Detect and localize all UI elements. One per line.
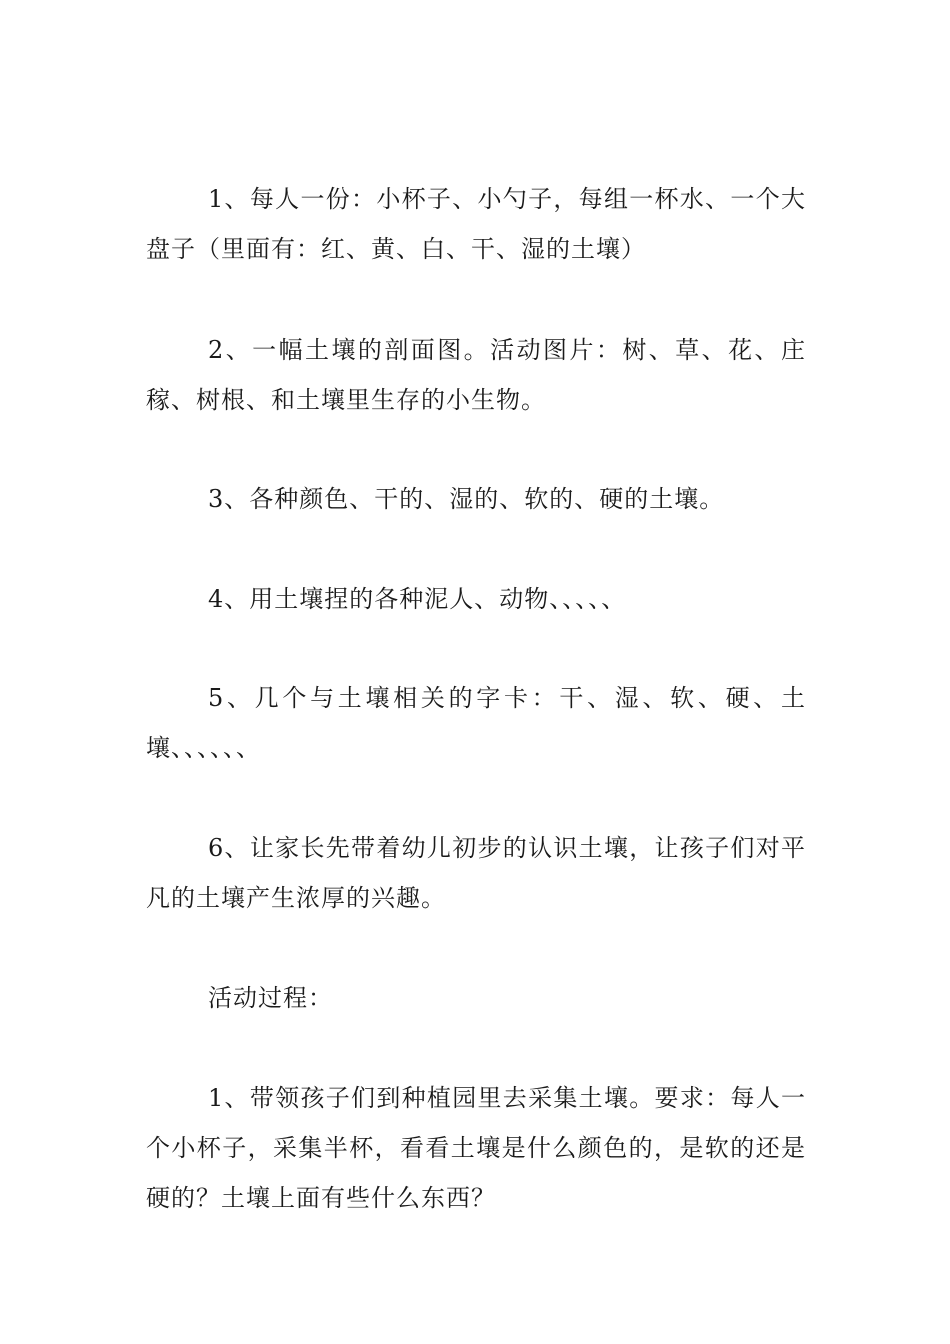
- materials-item-5: 5、几个与土壤相关的字卡：干、湿、软、硬、土壤、、、、、、: [146, 684, 806, 762]
- section-heading-activity-process: 活动过程：: [208, 984, 333, 1012]
- process-step-1: 1、带领孩子们到种植园里去采集土壤。要求：每人一个小杯子，采集半杯，看看土壤是什么颜色的，是软的还是硬的？土壤上面有些什么东西？: [146, 1084, 806, 1212]
- materials-item-1: 1、每人一份：小杯子、小勺子，每组一杯水、一个大盘子（里面有：红、黄、白、干、湿的土壤）: [146, 185, 806, 263]
- materials-item-6: 6、让家长先带着幼儿初步的认识土壤，让孩子们对平凡的土壤产生浓厚的兴趣。: [146, 834, 806, 912]
- materials-item-2: 2、一幅土壤的剖面图。活动图片：树、草、花、庄稼、树根、和土壤里生存的小生物。: [146, 336, 806, 414]
- materials-item-4: 4、用土壤捏的各种泥人、动物、、、、、: [208, 585, 627, 613]
- materials-item-3: 3、各种颜色、干的、湿的、软的、硬的土壤。: [208, 485, 725, 513]
